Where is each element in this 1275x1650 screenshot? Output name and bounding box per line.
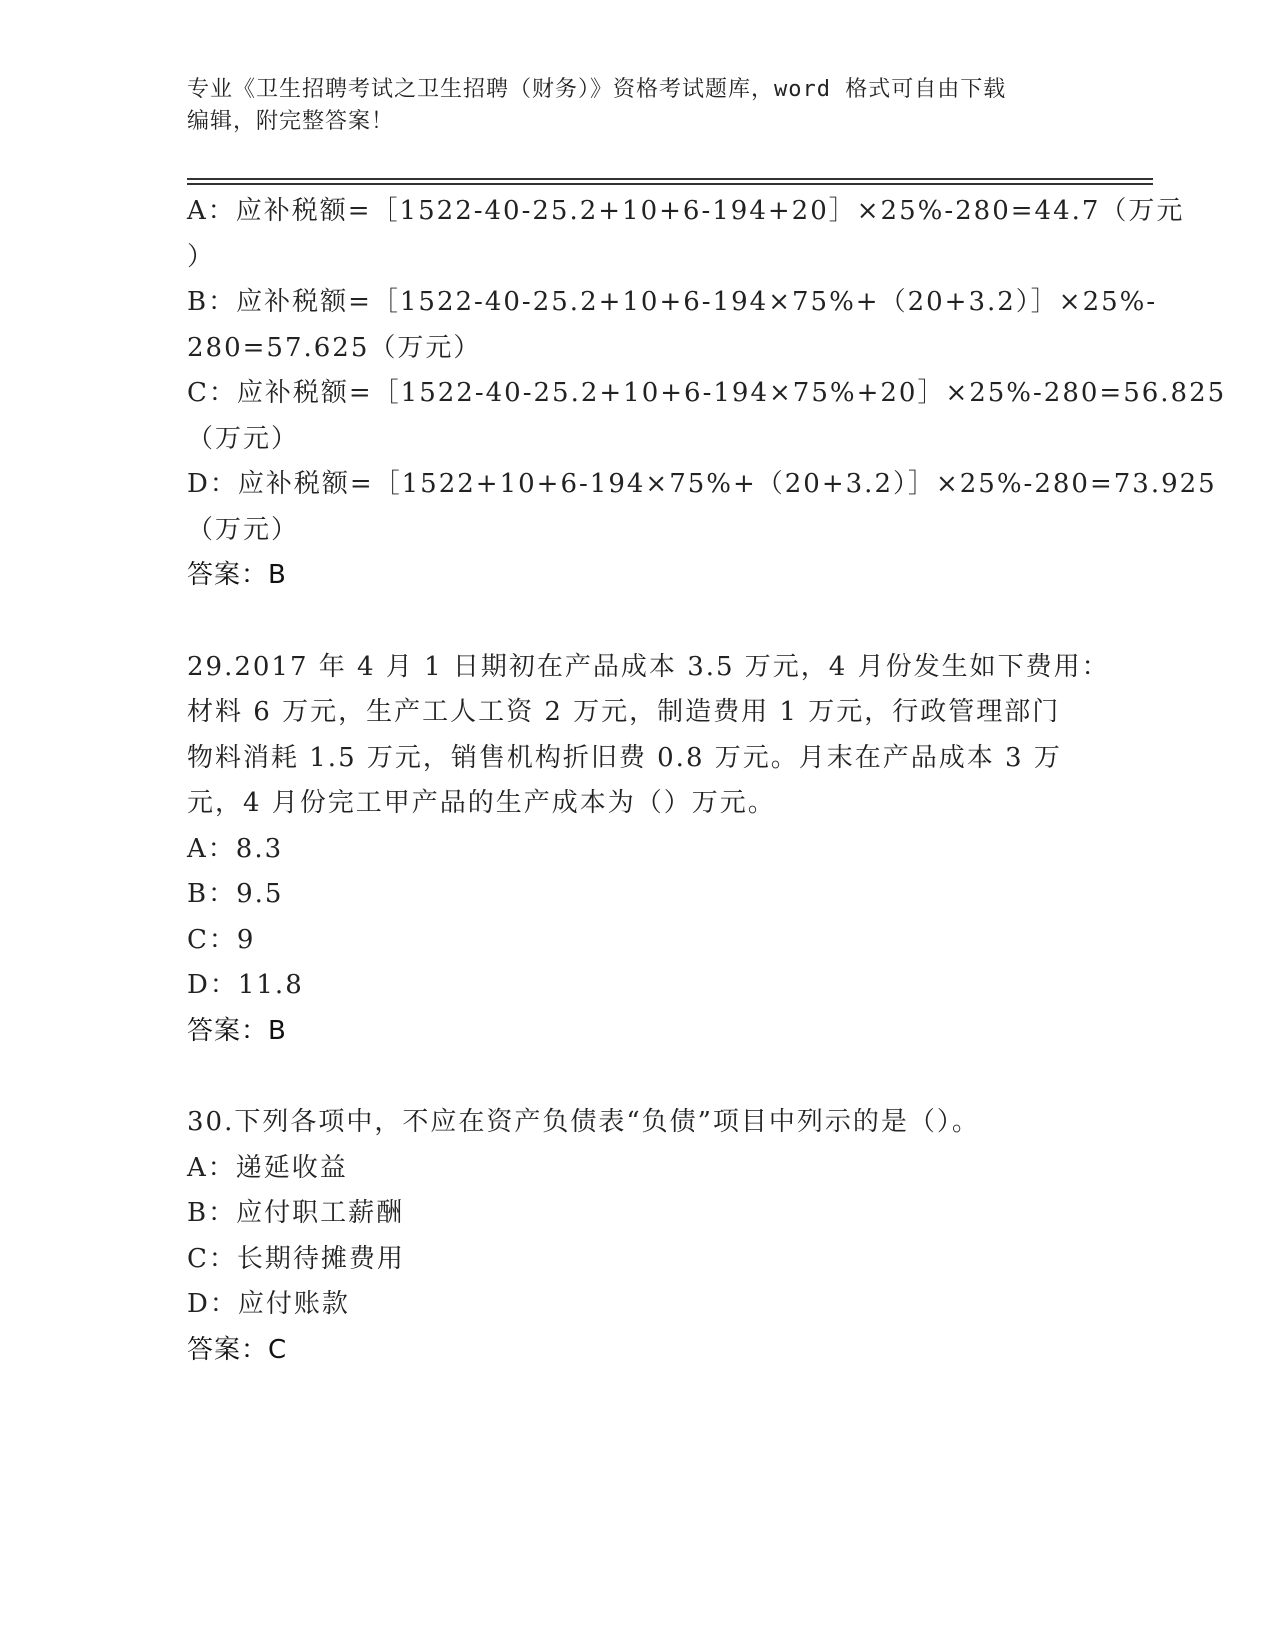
option-a-line-1: A：应补税额=［1522-40-25.2+10+6-194+20］×25%-280=44.7（万元 [187, 196, 1185, 226]
spacer [187, 599, 1087, 645]
option-a: A：递延收益 [187, 1152, 348, 1183]
question-29 [187, 645, 1110, 1055]
header-line-2: 编辑，附完整答案！ [187, 109, 395, 134]
option-c-line-2: （万元） [187, 423, 300, 454]
question-stem-line-4: 元，4 月份完工甲产品的生产成本为（）万元。 [187, 788, 776, 818]
option-d-line-2: （万元） [187, 514, 300, 545]
header-divider-bottom [187, 183, 1153, 185]
question-stem-line-1: 29.2017 年 4 月 1 日期初在产品成本 3.5 万元，4 月份发生如下费用： [187, 651, 1110, 682]
option-a-line-2: ） [187, 241, 216, 272]
question-stem-line-1: 30.下列各项中，不应在资产负债表“负债”项目中列示的是（）。 [187, 1107, 980, 1137]
option-b-line-2: 280=57.625（万元） [187, 332, 482, 363]
header-line-1: 专业《卫生招聘考试之卫生招聘（财务）》资格考试题库，word 格式可自由下载 [187, 77, 1007, 102]
option-b: B：9.5 [187, 879, 284, 909]
option-b-line-1: B：应补税额=［1522-40-25.2+10+6-194×75%+（20+3.2）］×25%- [187, 287, 1158, 317]
option-d: D：11.8 [187, 970, 304, 1000]
header-divider-top [187, 178, 1153, 180]
option-d-line-1: D：应补税额=［1522+10+6-194×75%+（20+3.2）］×25%-280=73.925 [187, 469, 1217, 499]
spacer [187, 1054, 1087, 1100]
option-c: C：长期待摊费用 [187, 1243, 405, 1274]
question-30 [187, 1100, 1087, 1373]
document-header [187, 74, 1087, 138]
question-28 [187, 189, 1227, 599]
option-c-line-1: C：应补税额=［1522-40-25.2+10+6-194×75%+20］×25%-280=56.825 [187, 378, 1227, 408]
answer-label: 答案：B [187, 1015, 287, 1046]
option-d: D：应付账款 [187, 1289, 350, 1319]
question-stem-line-2: 材料 6 万元，生产工人工资 2 万元，制造费用 1 万元，行政管理部门 [187, 697, 1061, 727]
answer-label: 答案：C [187, 1334, 288, 1365]
option-a: A：8.3 [187, 833, 284, 864]
question-content [187, 189, 1227, 1373]
option-b: B：应付职工薪酬 [187, 1198, 405, 1228]
option-c: C：9 [187, 924, 256, 955]
answer-label: 答案：B [187, 560, 287, 590]
question-stem-line-3: 物料消耗 1.5 万元，销售机构折旧费 0.8 万元。月末在产品成本 3 万 [187, 742, 1062, 773]
